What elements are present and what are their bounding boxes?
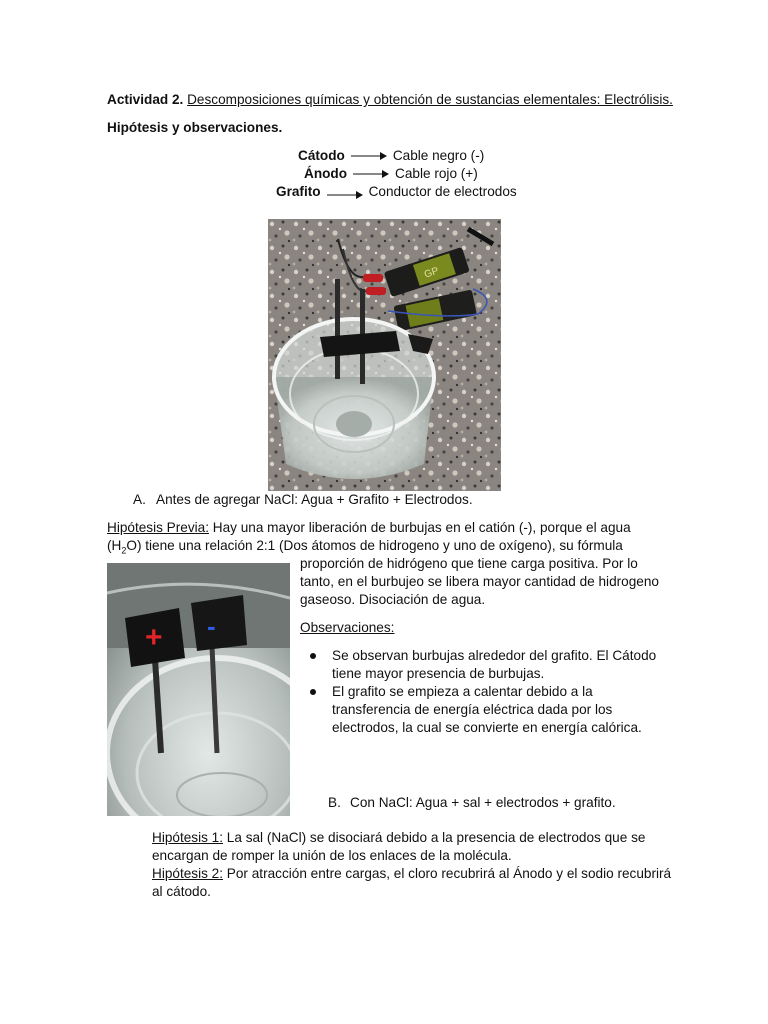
legend-term: Cátodo	[298, 148, 345, 163]
bullet-icon	[310, 653, 316, 659]
plus-sign: +	[145, 621, 163, 654]
list-item	[300, 647, 670, 683]
experiment-photo-before-nacl	[268, 219, 501, 491]
caption-a	[133, 491, 473, 509]
electrodes-photo	[107, 563, 290, 816]
hypothesis-1	[152, 829, 672, 865]
observations-list	[300, 647, 670, 737]
observations-heading: Observaciones:	[300, 620, 395, 635]
legend-term: Ánodo	[304, 166, 348, 181]
activity-label: Actividad 2.	[107, 92, 184, 107]
hypothesis-2-label: Hipótesis 2:	[152, 866, 224, 881]
previous-hypothesis-text-cont: O) tiene una relación 2:1 (Dos átomos de hidrogeno y uno de oxígeno), su fórmula	[126, 538, 623, 553]
caption-text: Con NaCl: Agua + sal + electrodos + grafito.	[350, 795, 616, 810]
legend-desc: Cable negro (-)	[392, 148, 485, 163]
arrow-right-icon	[327, 189, 363, 201]
caption-letter: B.	[328, 795, 341, 810]
hypotheses-block	[152, 829, 672, 901]
list-item	[300, 683, 670, 737]
hypothesis-1-text: La sal (NaCl) se disociará debido a la presencia de electrodos que se encargan de romper la unión de los enlaces de la molécula.	[152, 830, 646, 863]
battery-brand: GP	[423, 265, 441, 281]
observation-text: Se observan burbujas alrededor del grafito. El Cátodo tiene mayor presencia de burbujas.	[332, 648, 657, 681]
bullet-icon	[310, 689, 316, 695]
experiment-photo-illustration	[268, 219, 501, 491]
caption-letter: A.	[133, 492, 146, 507]
caption-text: Antes de agregar NaCl: Agua + Grafito + Electrodos.	[156, 492, 473, 507]
legend-desc: Conductor de electrodos	[368, 184, 517, 199]
hypothesis-2	[152, 865, 672, 901]
hypothesis-1-label: Hipótesis 1:	[152, 830, 224, 845]
legend-desc: Cable rojo (+)	[395, 166, 478, 181]
legend-term: Grafito	[276, 184, 321, 199]
previous-hypothesis-label: Hipótesis Previa:	[107, 520, 209, 535]
activity-subject: Descomposiciones químicas y obtención de sustancias elementales: Electrólisis.	[187, 92, 673, 107]
arrow-right-icon	[353, 169, 389, 179]
legend-row-graphite	[276, 183, 517, 201]
activity-title	[107, 91, 673, 109]
legend-row-cathode	[298, 147, 484, 165]
observation-text: El grafito se empieza a calentar debido a la transferencia de energía eléctrica dada por los electrodos, la cual se convierte en energía calórica.	[332, 684, 642, 735]
hypotheses-heading: Hipótesis y observaciones.	[107, 120, 283, 135]
previous-hypothesis-continuation: proporción de hidrógeno que tiene carga positiva. Por lo tanto, en el burbujeo se libera mayor cantidad de hidrogeno gaseoso. Disociación de agua.	[300, 556, 659, 607]
caption-b	[328, 794, 616, 812]
legend-row-anode	[304, 165, 478, 183]
hypothesis-2-text: Por atracción entre cargas, el cloro recubrirá al Ánodo y el sodio recubrirá al cátodo.	[152, 866, 672, 899]
previous-hypothesis-text: Hay una mayor liberación de burbujas en el catión (-), porque el agua (H	[107, 520, 631, 553]
electrodes-photo-illustration	[107, 563, 290, 816]
minus-sign: -	[207, 611, 216, 641]
subscript: 2	[121, 545, 127, 556]
arrow-right-icon	[351, 151, 387, 161]
